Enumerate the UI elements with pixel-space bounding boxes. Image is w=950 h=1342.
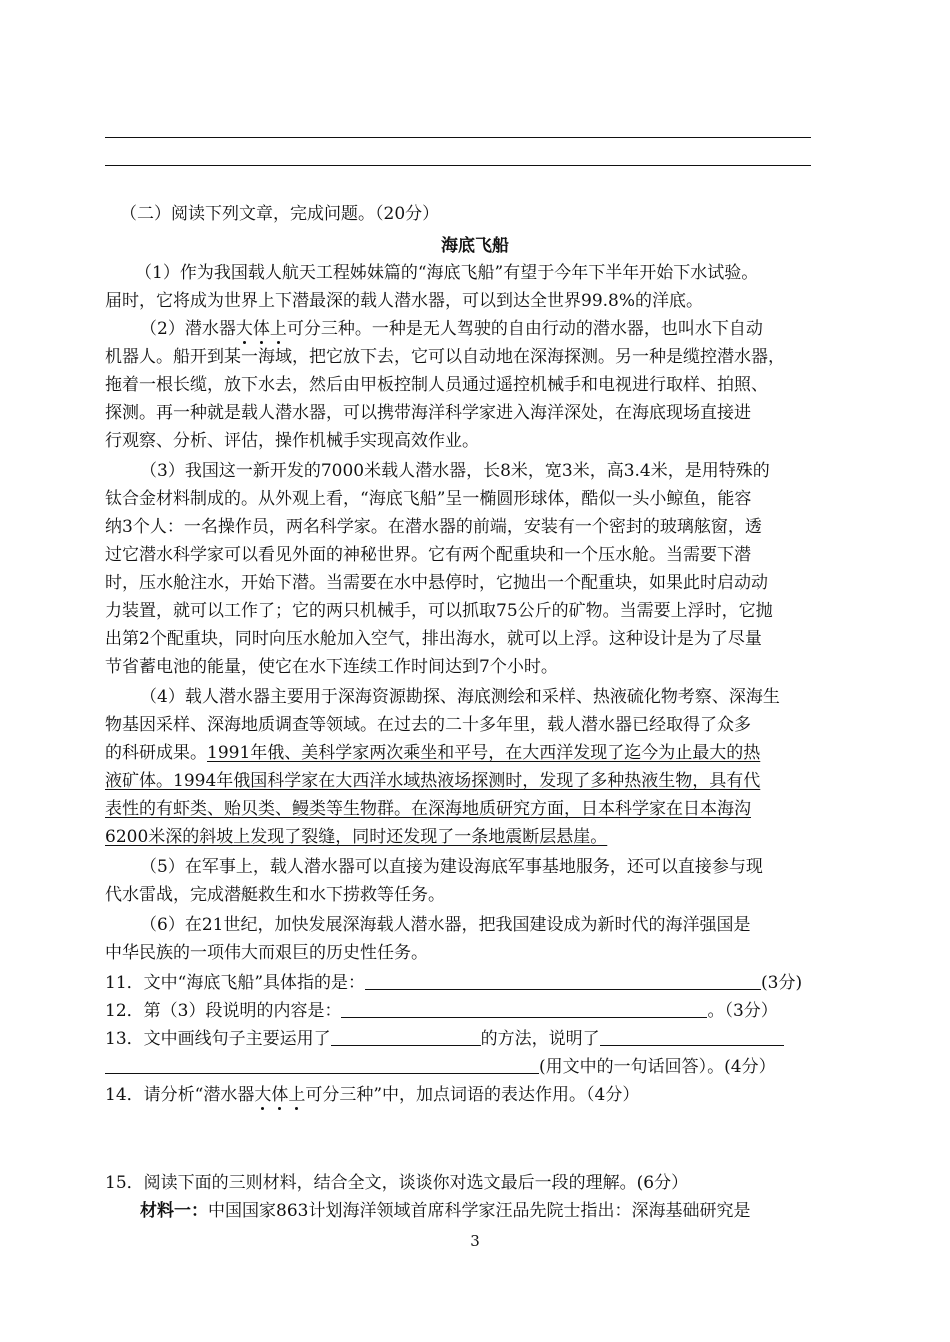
paragraph-4-line: （4）载人潜水器主要用于深海资源勘探、海底测绘和采样、热液硫化物考察、深海生 <box>140 687 780 707</box>
emphasis-dot-char: 大 <box>235 319 253 339</box>
question-14 <box>105 1084 825 1106</box>
paragraph-3-line: （3）我国这一新开发的7000米载人潜水器，长8米，宽3米，高3.4米，是用特殊的 <box>140 461 770 481</box>
answer-blank[interactable] <box>600 1029 784 1046</box>
emphasis-dot-char: 体 <box>271 1085 289 1105</box>
paragraph-2-line: 探测。再一种就是载人潜水器，可以携带海洋科学家进入海洋深处，在海底现场直接进 <box>105 403 751 423</box>
paragraph-3-line: 过它潜水科学家可以看见外面的神秘世界。它有两个配重块和一个压水舱。当需要下潜 <box>105 545 751 565</box>
question-text: 的方法，说明了 <box>480 1029 600 1049</box>
paragraph-6-line: 中华民族的一项伟大而艰巨的历史性任务。 <box>105 943 428 963</box>
answer-blank[interactable] <box>105 1057 539 1074</box>
question-15: 15．阅读下面的三则材料，结合全文，谈谈你对选文最后一段的理解。(6分） <box>105 1173 689 1193</box>
emphasis-dot-char: 大 <box>254 1085 272 1105</box>
paragraph-2-line <box>140 318 860 340</box>
answer-line <box>105 165 811 166</box>
material-text: 中国国家863计划海洋领域首席科学家汪品先院士指出：深海基础研究是 <box>208 1201 751 1221</box>
question-13 <box>105 1028 825 1050</box>
paragraph-3-line: 出第2个配重块，同时向压水舱加入空气，排出海水，就可以上浮。这种设计是为了尽量 <box>105 629 762 649</box>
paragraph-2-line: 机器人。船开到某一海域，把它放下去，它可以自动地在深海探测。另一种是缆控潜水器， <box>105 347 785 367</box>
question-score: (3分) <box>761 973 803 993</box>
section-heading: （二）阅读下列文章，完成问题。（20分） <box>120 204 440 224</box>
question-text: 11．文中“海底飞船”具体指的是： <box>105 973 366 993</box>
paragraph-3-line: 力装置，就可以工作了；它的两只机械手，可以抓取75公斤的矿物。当需要上浮时，它抛 <box>105 601 773 621</box>
paragraph-2-line: 拖着一根长缆，放下水去，然后由甲板控制人员通过遥控机械手和电视进行取样、拍照、 <box>105 375 768 395</box>
underlined-sentence-line: 液矿体。1994年俄国科学家在大西洋水域热液场探测时，发现了多种热液生物，具有代 <box>105 771 761 791</box>
answer-blank[interactable] <box>331 1029 481 1046</box>
text: 的科研成果。 <box>105 743 207 763</box>
answer-line <box>105 137 811 138</box>
paragraph-3-line: 节省蓄电池的能量，使它在水下连续工作时间达到7个小时。 <box>105 657 558 677</box>
paragraph-2-line: 行观察、分析、评估，操作机械手实现高效作业。 <box>105 431 479 451</box>
paragraph-3-line: 时，压水舱注水，开始下潜。当需要在水中悬停时，它抛出一个配重块，如果此时启动动 <box>105 573 768 593</box>
material-label: 材料一： <box>140 1201 208 1221</box>
emphasis-dot-char: 上 <box>269 319 287 339</box>
question-score: 。（3分） <box>707 1001 778 1021</box>
page-number: 3 <box>470 1232 480 1250</box>
emphasis-dot-char: 体 <box>252 319 270 339</box>
question-text: 12．第（3）段说明的内容是： <box>105 1001 342 1021</box>
paragraph-6-line: （6）在21世纪，加快发展深海载人潜水器，把我国建设成为新时代的海洋强国是 <box>140 915 751 935</box>
question-12 <box>105 1000 825 1022</box>
paragraph-1-line: （1）作为我国载人航天工程姊妹篇的“海底飞船”有望于今年下半年开始下水试验。 <box>135 263 759 283</box>
question-text: 可分三种”中，加点词语的表达作用。（4分） <box>305 1085 640 1105</box>
emphasis-dot-char: 上 <box>288 1085 306 1105</box>
paragraph-3-line: 纳3个人：一名操作员，两名科学家。在潜水器的前端，安装有一个密封的玻璃舷窗，透 <box>105 517 762 537</box>
paragraph-3-line: 钛合金材料制成的。从外观上看，“海底飞船”呈一椭圆形球体，酷似一头小鲸鱼，能容 <box>105 489 752 509</box>
paragraph-5-line: （5）在军事上，载人潜水器可以直接为建设海底军事基地服务，还可以直接参与现 <box>140 857 763 877</box>
paragraph-1-line: 届时，它将成为世界上下潜最深的载人潜水器，可以到达全世界99.8%的洋底。 <box>105 291 704 311</box>
underlined-sentence-line: 6200米深的斜坡上发现了裂缝，同时还发现了一条地震断层悬崖。 <box>105 827 608 847</box>
question-text: 14．请分析“潜水器 <box>105 1085 255 1105</box>
question-text: 13．文中画线句子主要运用了 <box>105 1029 331 1049</box>
paragraph-4-line <box>105 742 825 764</box>
question-11 <box>105 972 825 994</box>
underlined-sentence: 1991年俄、美科学家两次乘坐和平号，在大西洋发现了迄今为止最大的热 <box>207 743 761 763</box>
answer-blank[interactable] <box>341 1001 707 1018</box>
text: 可分三种。一种是无人驾驶的自由行动的潜水器，也叫水下自动 <box>286 319 763 339</box>
answer-blank[interactable] <box>365 973 761 990</box>
question-score: (用文中的一句话回答）。(4分） <box>539 1057 776 1077</box>
material-1 <box>140 1200 860 1222</box>
article-title: 海底飞船 <box>441 236 509 256</box>
question-13-continued <box>105 1056 825 1078</box>
text: （2）潜水器 <box>140 319 236 339</box>
paragraph-4-line: 物基因采样、深海地质调查等领域。在过去的二十多年里，载人潜水器已经取得了众多 <box>105 715 751 735</box>
underlined-sentence-line: 表性的有虾类、贻贝类、鳗类等生物群。在深海地质研究方面，日本科学家在日本海沟 <box>105 799 751 819</box>
paragraph-5-line: 代水雷战，完成潜艇救生和水下捞救等任务。 <box>105 885 445 905</box>
